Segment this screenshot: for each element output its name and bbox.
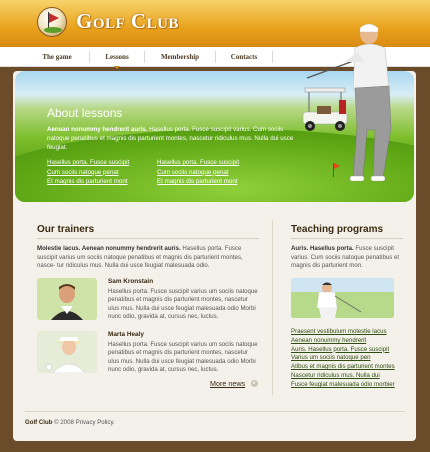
program-link[interactable]: Fusce feugiat malesuada odio morbier (291, 380, 395, 388)
trainer-photo[interactable] (37, 278, 97, 320)
nav-item-the-game[interactable]: The game (42, 53, 72, 61)
trainer-name: Sam Kronstain (108, 278, 154, 285)
program-link[interactable]: Nascetur ridiculus mus. Nulla dui (291, 371, 380, 379)
footer-copyright: © 2008 (52, 419, 76, 426)
site-logo-text[interactable]: Golf Club (76, 9, 179, 33)
programs-intro-text: Fusce suscipit varius. Cum sociis natoque penatibus et magnis dis parturient mon. (291, 245, 400, 270)
program-link[interactable]: Praesent vestibulum molestie lacus (291, 328, 387, 335)
trainer-photo[interactable] (37, 331, 97, 373)
nav-item-lessons[interactable]: Lessons (90, 47, 144, 67)
programs-intro-bold: Auris. Hasellus porta. (291, 245, 354, 252)
footer (25, 419, 115, 426)
nav-item-contacts[interactable]: Contacts (230, 53, 258, 61)
section-rule (291, 238, 403, 239)
hero-lead-text: Hasellus porta. Fusce suscipit varius. Cum sociis natoque penatibus et magnis dis parturient montes, nascetur ridiculus mus. Nulla dui usce feugiat. (47, 126, 294, 151)
trainers-intro (37, 245, 259, 271)
golfer-image (305, 18, 415, 188)
program-link[interactable]: Varius um sociis natoque pen (291, 354, 371, 362)
hero-title: About lessons (47, 106, 123, 120)
programs-photo[interactable] (291, 278, 394, 318)
arrow-right-icon[interactable]: ▸ (251, 380, 258, 387)
program-link[interactable]: Aenean nonummy hendrerit (291, 336, 367, 344)
hero-link[interactable]: Et magnis dis parturient mont (47, 178, 128, 185)
hero-links-right (157, 158, 239, 187)
trainers-section (37, 224, 259, 271)
nav-item-membership[interactable]: Membership (160, 53, 200, 61)
programs-links (291, 328, 395, 390)
column-divider (272, 220, 273, 395)
trainers-intro-bold: Molestie lacus. Aenean nonummy hendrerit auris. (37, 245, 181, 252)
programs-section (291, 224, 403, 271)
hero-link[interactable]: Hasellus porta. Fusce suscipit (47, 159, 130, 166)
hero-text (47, 125, 297, 152)
programs-title: Teaching programs (291, 224, 384, 235)
hero-link[interactable]: Et magnis dis parturient mont (157, 178, 238, 185)
logo-flag-icon[interactable] (37, 7, 67, 37)
programs-intro (291, 245, 403, 271)
trainer-bio: Hasellus porta. Fusce suscipit varius um sociis natoque penatibus et magnis dis parturient montes, nascetur ulus mus. Nulla dui usce feugiat malesuada odio Morbi nunc odio, gravida at, cursus nec, luctus. (108, 341, 258, 373)
more-news-link[interactable]: More news (210, 379, 246, 388)
privacy-policy-link[interactable]: Privacy Policy. (75, 419, 115, 426)
program-link[interactable]: Auris. Hasellus porta. Fusce suscipit (291, 345, 390, 353)
nav-divider (272, 51, 273, 63)
trainer-name: Marta Healy (108, 331, 144, 338)
hero-lead-bold: Aenean nonummy hendrerit auris. (47, 126, 148, 133)
footer-brand: Golf Club (25, 419, 53, 426)
trainers-title: Our trainers (37, 224, 95, 235)
hero-link[interactable]: Hasellus porta. Fusce suscipit (157, 159, 240, 166)
trainer-bio: Hasellus porta. Fusce suscipit varius um sociis natoque penatibus et magnis dis parturient montes, nascetur ulus mus. Nulla dui usce feugiat malesuada odio Morbi nunc odio, gravida at, cursus nec, luctus. (108, 288, 258, 320)
hero-link[interactable]: Cum sociis natoque penat (157, 168, 229, 176)
hero-links-left (47, 158, 129, 187)
hero-link[interactable]: Cum sociis natoque penat (47, 168, 119, 176)
program-link[interactable]: Atibus et magnis dis parturient montes (291, 363, 395, 371)
trainers-intro-text: Hasellus porta. Fusce suscipit varius um sociis natoque penatibus et magnis dis parturient montes, nasce- tur ridiculus mus. Nulla dui usce feugiat malesuada odio. (37, 245, 243, 270)
footer-rule (25, 411, 405, 412)
section-rule (37, 238, 259, 239)
